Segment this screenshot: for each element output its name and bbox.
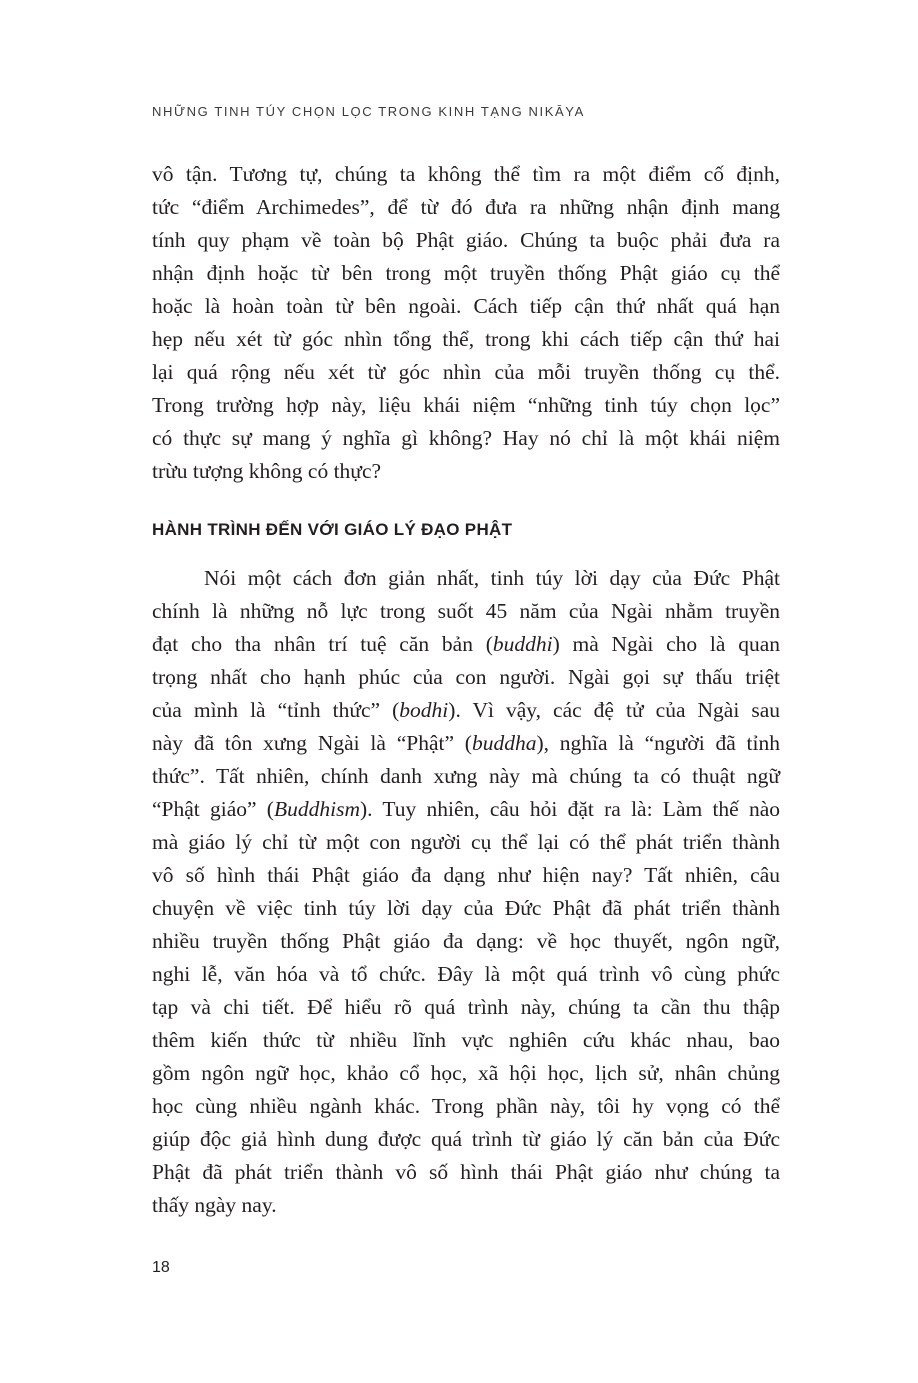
running-head: NHỮNG TINH TÚY CHỌN LỌC TRONG KINH TẠNG NIKĀYA xyxy=(152,104,585,119)
text-line xyxy=(152,727,780,760)
text-line: vô tận. Tương tự, chúng ta không thể tìm ra một điểm cố định, xyxy=(152,162,780,186)
italic-term: bodhi xyxy=(399,698,449,722)
text-line: thấy ngày nay. xyxy=(152,1193,277,1217)
text-line: thức”. Tất nhiên, chính danh xưng này mà chúng ta có thuật ngữ xyxy=(152,764,780,788)
text-run: ) mà Ngài cho là quan xyxy=(552,632,780,656)
text-run: “Phật giáo” ( xyxy=(152,797,274,821)
text-line xyxy=(152,628,780,661)
text-run: ). Vì vậy, các đệ tử của Ngài sau xyxy=(448,698,780,722)
text-line: mà giáo lý chỉ từ một con người cụ thể lại có thể phát triển thành xyxy=(152,830,780,854)
italic-term: buddhi xyxy=(492,632,553,656)
text-run: ). Tuy nhiên, câu hỏi đặt ra là: Làm thế nào xyxy=(359,797,780,821)
text-line: thêm kiến thức từ nhiều lĩnh vực nghiên cứu khác nhau, bao xyxy=(152,1028,780,1052)
text-line: tức “điểm Archimedes”, để từ đó đưa ra những nhận định mang xyxy=(152,195,780,219)
text-line: tạp và chi tiết. Để hiểu rõ quá trình này, chúng ta cần thu thập xyxy=(152,995,780,1019)
text-line xyxy=(152,694,780,727)
text-line: nhiều truyền thống Phật giáo đa dạng: về học thuyết, ngôn ngữ, xyxy=(152,929,780,953)
text-line: học cùng nhiều ngành khác. Trong phần này, tôi hy vọng có thể xyxy=(152,1094,780,1118)
text-line: nhận định hoặc từ bên trong một truyền thống Phật giáo cụ thể xyxy=(152,261,780,285)
text-line: hoặc là hoàn toàn từ bên ngoài. Cách tiếp cận thứ nhất quá hạn xyxy=(152,294,780,318)
italic-term: buddha xyxy=(471,731,537,755)
text-line: nghi lễ, văn hóa và tổ chức. Đây là một quá trình vô cùng phức xyxy=(152,962,780,986)
text-run: của mình là “tỉnh thức” ( xyxy=(152,698,400,722)
text-line: chuyện về việc tinh túy lời dạy của Đức Phật đã phát triển thành xyxy=(152,896,780,920)
text-run: đạt cho tha nhân trí tuệ căn bản ( xyxy=(152,632,493,656)
page-number: 18 xyxy=(152,1259,170,1276)
text-line: tính quy phạm về toàn bộ Phật giáo. Chúng ta buộc phải đưa ra xyxy=(152,228,780,252)
text-line: trọng nhất cho hạnh phúc của con người. Ngài gọi sự thấu triệt xyxy=(152,665,780,689)
text-run: này đã tôn xưng Ngài là “Phật” ( xyxy=(152,731,472,755)
text-line: giúp độc giả hình dung được quá trình từ giáo lý căn bản của Đức xyxy=(152,1127,780,1151)
text-line: Nói một cách đơn giản nhất, tinh túy lời dạy của Đức Phật xyxy=(204,566,780,590)
text-line: vô số hình thái Phật giáo đa dạng như hiện nay? Tất nhiên, câu xyxy=(152,863,780,887)
text-run: ), nghĩa là “người đã tỉnh xyxy=(536,731,780,755)
text-line: Phật đã phát triển thành vô số hình thái Phật giáo như chúng ta xyxy=(152,1160,780,1184)
paragraph-2 xyxy=(152,562,780,1222)
text-line: lại quá rộng nếu xét từ góc nhìn của mỗi truyền thống cụ thể. xyxy=(152,360,780,384)
paragraph-1 xyxy=(152,158,780,488)
italic-term: Buddhism xyxy=(273,797,360,821)
section-heading: HÀNH TRÌNH ĐẾN VỚI GIÁO LÝ ĐẠO PHẬT xyxy=(152,520,513,539)
text-line: hẹp nếu xét từ góc nhìn tổng thể, trong khi cách tiếp cận thứ hai xyxy=(152,327,780,351)
text-line xyxy=(152,793,780,826)
text-line: chính là những nỗ lực trong suốt 45 năm của Ngài nhằm truyền xyxy=(152,599,780,623)
text-line: trừu tượng không có thực? xyxy=(152,459,382,483)
text-line: có thực sự mang ý nghĩa gì không? Hay nó chỉ là một khái niệm xyxy=(152,426,780,450)
text-line: Trong trường hợp này, liệu khái niệm “những tinh túy chọn lọc” xyxy=(152,393,780,417)
text-line: gồm ngôn ngữ học, khảo cổ học, xã hội học, lịch sử, nhân chủng xyxy=(152,1061,780,1085)
